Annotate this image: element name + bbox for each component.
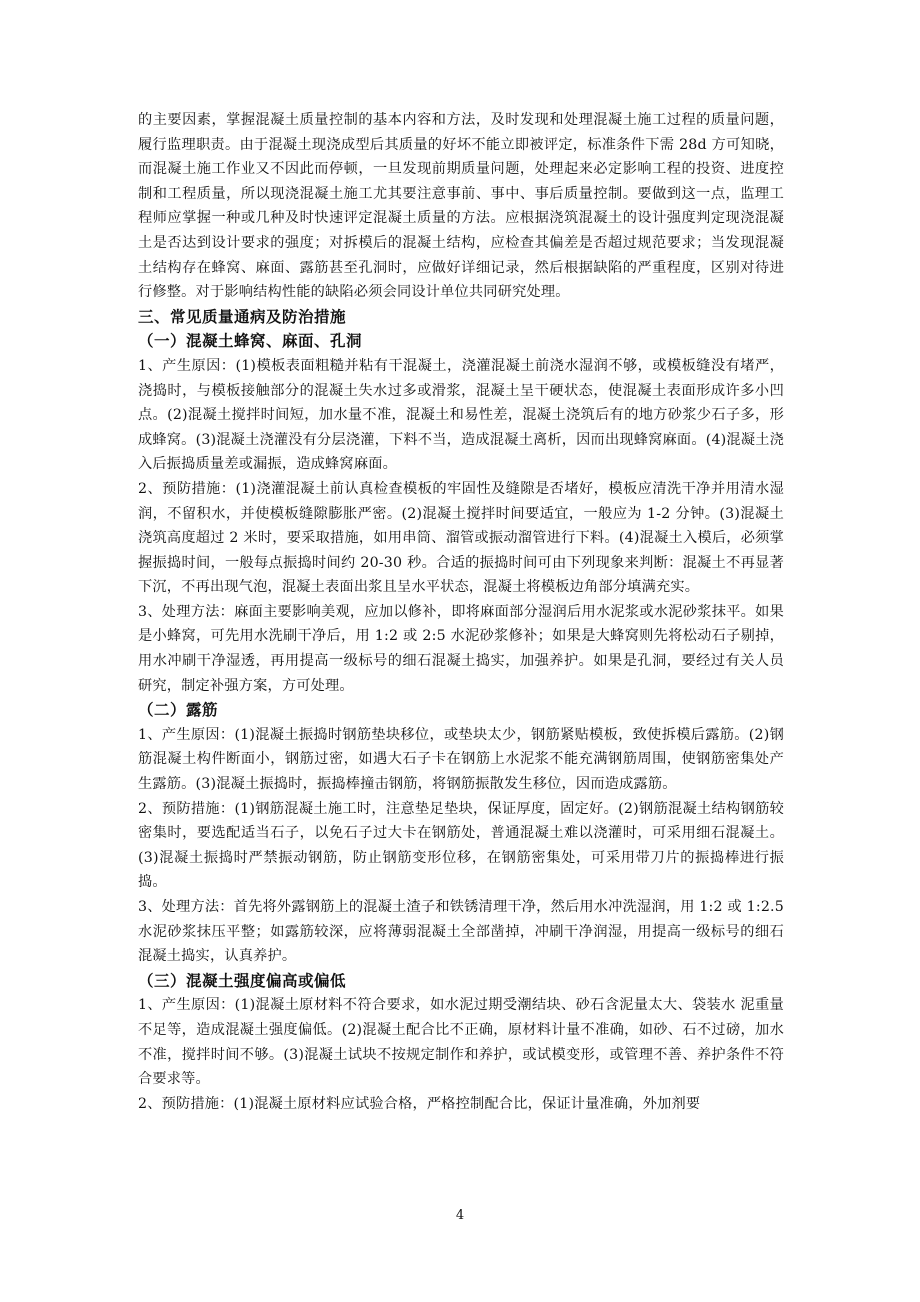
honeycomb-prevention-paragraph: 2、预防措施：(1)浇灌混凝土前认真检查模板的牢固性及缝隙是否堵好，模板应清洗干净并用清水湿润，不留积水，并使模板缝隙膨胀严密。(2)混凝土搅拌时间要适宜，一般应为 1-2 分钟。(3)混凝土浇筑高度超过 2 米时，要采取措施，如用串筒、溜管或振动溜管进行下料。(4)混凝土入模后，必须掌握振捣时间，一般每点振捣时间约 20-30 秒。合适的振捣时间可由下列现象来判断：混凝土不再显著下沉，不再出现气泡，混凝土表面出浆且呈水平状态，混凝土将模板边角部分填满充实。 xyxy=(138,480,784,596)
exposed-rebar-treatment-paragraph: 3、处理方法：首先将外露钢筋上的混凝土渣子和铁锈清理干净，然后用水冲洗湿润，用 1:2 或 1:2.5 水泥砂浆抹压平整；如露筋较深，应将薄弱混凝土全部凿掉，冲刷干净润湿，用提高一级标号的细石混凝土捣实，认真养护。 xyxy=(138,899,784,965)
section-heading: 三、常见质量通病及防治措施 xyxy=(138,307,347,326)
strength-prevention-paragraph: 2、预防措施：(1)混凝土原材料应试验合格，严格控制配合比，保证计量准确，外加剂要 xyxy=(138,1095,701,1112)
subsection-heading-honeycomb: （一）混凝土蜂窝、麻面、孔洞 xyxy=(138,332,363,351)
exposed-rebar-cause-paragraph: 1、产生原因：(1)混凝土振捣时钢筋垫块移位，或垫块太少，钢筋紧贴模板，致使拆模后露筋。(2)钢筋混凝土构件断面小，钢筋过密，如遇大石子卡在钢筋上水泥浆不能充满钢筋周围，使钢筋密集处产生露筋。(3)混凝土振捣时，振捣棒撞击钢筋，将钢筋振散发生移位，因而造成露筋。 xyxy=(138,726,784,793)
page-number: 4 xyxy=(455,1208,465,1223)
subsection-heading-exposed-rebar: （二）露筋 xyxy=(138,701,219,720)
exposed-rebar-prevention-paragraph: 2、预防措施：(1)钢筋混凝土施工时，注意垫足垫块，保证厚度，固定好。(2)钢筋混凝土结构钢筋较密集时，要选配适当石子，以免石子过大卡在钢筋处，普通混凝土难以浇灌时，可采用细石混凝土。(3)混凝土振捣时严禁振动钢筋，防止钢筋变形位移，在钢筋密集处，可采用带刀片的振捣棒进行振捣。 xyxy=(138,800,784,891)
strength-cause-paragraph: 1、产生原因：(1)混凝土原材料不符合要求，如水泥过期受潮结块、砂石含泥量太大、袋装水 泥重量不足等，造成混凝土强度偏低。(2)混凝土配合比不正确，原材料计量不准确，如砂、石不过磅，加水不准，搅拌时间不够。(3)混凝土试块不按规定制作和养护，或试模变形，或管理不善、养护条件不符合要求等。 xyxy=(138,997,784,1088)
honeycomb-treatment-paragraph: 3、处理方法：麻面主要影响美观，应加以修补，即将麻面部分湿润后用水泥浆或水泥砂浆抹平。如果是小蜂窝，可先用水洗刷干净后，用 1:2 或 2:5 水泥砂浆修补；如果是大蜂窝则先将松动石子剔掉，用水冲刷干净湿透，再用提高一级标号的细石混凝土捣实，加强养护。如果是孔洞，要经过有关人员研究，制定补强方案，方可处理。 xyxy=(138,603,784,694)
intro-paragraph: 的主要因素，掌握混凝土质量控制的基本内容和方法，及时发现和处理混凝土施工过程的质量问题，履行监理职责。由于混凝土现浇成型后其质量的好坏不能立即被评定，标准条件下需 28d 方可知晓，而混凝土施工作业又不因此而停顿，一旦发现前期质量问题，处理起来必定影响工程的投资、进度控制和工程质量，所以现浇混凝土施工尤其要注意事前、事中、事后质量控制。要做到这一点，监理工程师应掌握一种或几种及时快速评定混凝土质量的方法。应根据浇筑混凝土的设计强度判定现浇混凝土是否达到设计要求的强度；对拆模后的混凝土结构，应检查其偏差是否超过规范要求；当发现混凝土结构存在蜂窝、麻面、露筋甚至孔洞时，应做好详细记录，然后根据缺陷的严重程度，区别对待进行修整。对于影响结构性能的缺陷必须会同设计单位共同研究处理。 xyxy=(138,112,784,301)
document-body xyxy=(138,108,784,1116)
honeycomb-cause-paragraph: 1、产生原因：(1)模板表面粗糙并粘有干混凝土，浇灌混凝土前浇水湿润不够，或模板缝没有堵严，浇捣时，与模板接触部分的混凝土失水过多或滑浆，混凝土呈干硬状态，使混凝土表面形成许多小凹点。(2)混凝土搅拌时间短，加水量不准，混凝土和易性差，混凝土浇筑后有的地方砂浆少石子多，形成蜂窝。(3)混凝土浇灌没有分层浇灌，下料不当，造成混凝土离析，因而出现蜂窝麻面。(4)混凝土浇入后振捣质量差或漏振，造成蜂窝麻面。 xyxy=(138,357,784,473)
subsection-heading-strength: （三）混凝土强度偏高或偏低 xyxy=(138,971,347,990)
